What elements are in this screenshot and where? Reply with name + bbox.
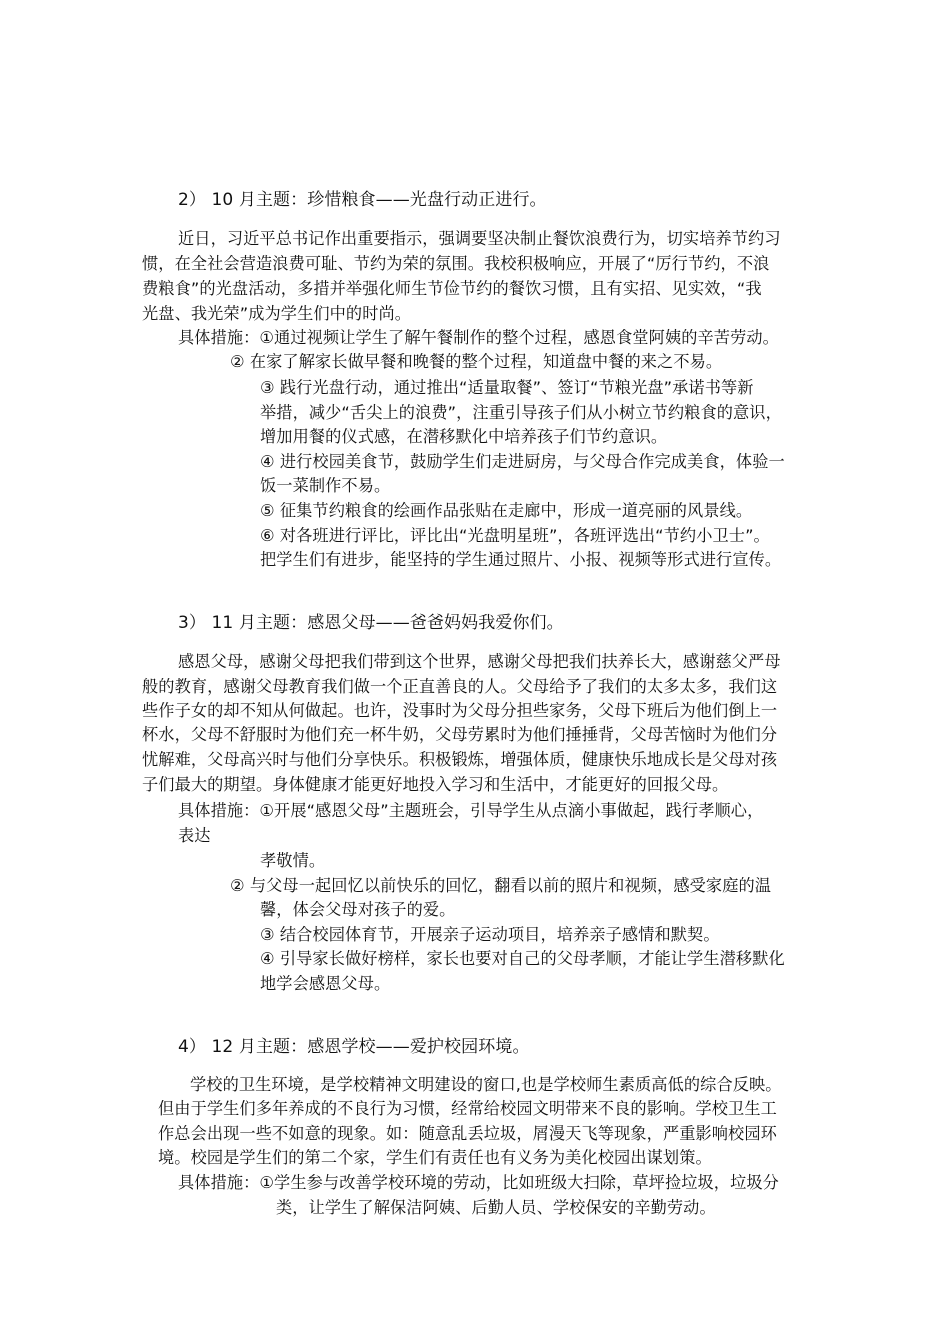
paragraph-line: 杯水，父母不舒服时为他们充一杯牛奶，父母劳累时为他们捶捶背，父母苦恼时为他们分 <box>142 725 778 744</box>
paragraph-line: 些作子女的却不知从何做起。也许，没事时为父母分担些家务，父母下班后为他们倒上一 <box>142 701 778 720</box>
paragraph-line: 境。校园是学生们的第二个家，学生们有责任也有义务为美化校园出谋划策。 <box>158 1148 712 1167</box>
measures-line: ⑤ 征集节约粮食的绘画作品张贴在走廊中，形成一道亮丽的风景线。 <box>260 501 753 520</box>
measures-line: ② 在家了解家长做早餐和晚餐的整个过程，知道盘中餐的来之不易。 <box>230 352 723 371</box>
measures-line: 孝敬情。 <box>260 851 326 870</box>
paragraph-line: 但由于学生们多年养成的不良行为习惯，经常给校园文明带来不良的影响。学校卫生工 <box>158 1099 777 1118</box>
measures-line: 具体措施：①通过视频让学生了解午餐制作的整个过程，感恩食堂阿姨的辛苦劳动。 <box>178 328 779 347</box>
paragraph-line: 学校的卫生环境，是学校精神文明建设的窗口,也是学校师生素质高低的综合反映。 <box>190 1075 782 1094</box>
paragraph-line: 般的教育，感谢父母教育我们做一个正直善良的人。父母给予了我们的太多太多，我们这 <box>142 677 778 696</box>
paragraph-line: 光盘、我光荣”成为学生们中的时尚。 <box>142 304 412 323</box>
paragraph-line: 费粮食”的光盘活动，多措并举强化师生节俭节约的餐饮习惯，且有实招、见实效，“我 <box>142 279 762 298</box>
measures-line: 具体措施：①学生参与改善学校环境的劳动，比如班级大扫除，草坪捡垃圾，垃圾分 <box>178 1173 779 1192</box>
measures-line: 具体措施：①开展“感恩父母”主题班会，引导学生从点滴小事做起，践行孝顺心， <box>178 801 764 820</box>
section-heading: 3） 11 月主题：感恩父母——爸爸妈妈我爱你们。 <box>178 613 564 633</box>
measures-line: ③ 结合校园体育节，开展亲子运动项目，培养亲子感情和默契。 <box>260 925 720 944</box>
section-heading: 2） 10 月主题：珍惜粮食——光盘行动正进行。 <box>178 190 547 210</box>
measures-line: 表达 <box>178 826 211 845</box>
measures-line: 把学生们有进步，能坚持的学生通过照片、小报、视频等形式进行宣传。 <box>260 550 782 569</box>
measures-line: 地学会感恩父母。 <box>260 974 391 993</box>
paragraph-line: 子们最大的期望。身体健康才能更好地投入学习和生活中，才能更好的回报父母。 <box>142 775 729 794</box>
measures-line: 举措，减少“舌尖上的浪费”，注重引导孩子们从小树立节约粮食的意识， <box>260 403 782 422</box>
measures-line: ② 与父母一起回忆以前快乐的回忆，翻看以前的照片和视频，感受家庭的温 <box>230 876 772 895</box>
paragraph-line: 近日，习近平总书记作出重要指示，强调要坚决制止餐饮浪费行为，切实培养节约习 <box>178 229 781 248</box>
measures-line: 类，让学生了解保洁阿姨、后勤人员、学校保安的辛勤劳动。 <box>276 1198 716 1217</box>
paragraph-line: 惯，在全社会营造浪费可耻、节约为荣的氛围。我校积极响应，开展了“厉行节约，不浪 <box>142 254 770 273</box>
paragraph-line: 忧解难，父母高兴时与他们分享快乐。积极锻炼，增强体质，健康快乐地成长是父母对孩 <box>142 750 778 769</box>
paragraph-line: 作总会出现一些不如意的现象。如：随意乱丢垃圾，屑漫天飞等现象，严重影响校园环 <box>158 1124 777 1143</box>
measures-line: 馨，体会父母对孩子的爱。 <box>260 900 456 919</box>
measures-line: 增加用餐的仪式感，在潜移默化中培养孩子们节约意识。 <box>260 427 668 446</box>
measures-line: 饭一菜制作不易。 <box>260 476 391 495</box>
measures-line: ④ 进行校园美食节，鼓励学生们走进厨房，与父母合作完成美食，体验一 <box>260 452 785 471</box>
paragraph-line: 感恩父母，感谢父母把我们带到这个世界，感谢父母把我们扶养长大，感谢慈父严母 <box>178 652 781 671</box>
measures-line: ③ 践行光盘行动，通过推出“适量取餐”、签订“节粮光盘”承诺书等新 <box>260 378 754 397</box>
section-heading: 4） 12 月主题：感恩学校——爱护校园环境。 <box>178 1037 530 1057</box>
measures-line: ⑥ 对各班进行评比，评比出“光盘明星班”，各班评选出“节约小卫士”。 <box>260 526 770 545</box>
measures-line: ④ 引导家长做好榜样，家长也要对自己的父母孝顺，才能让学生潜移默化 <box>260 949 785 968</box>
